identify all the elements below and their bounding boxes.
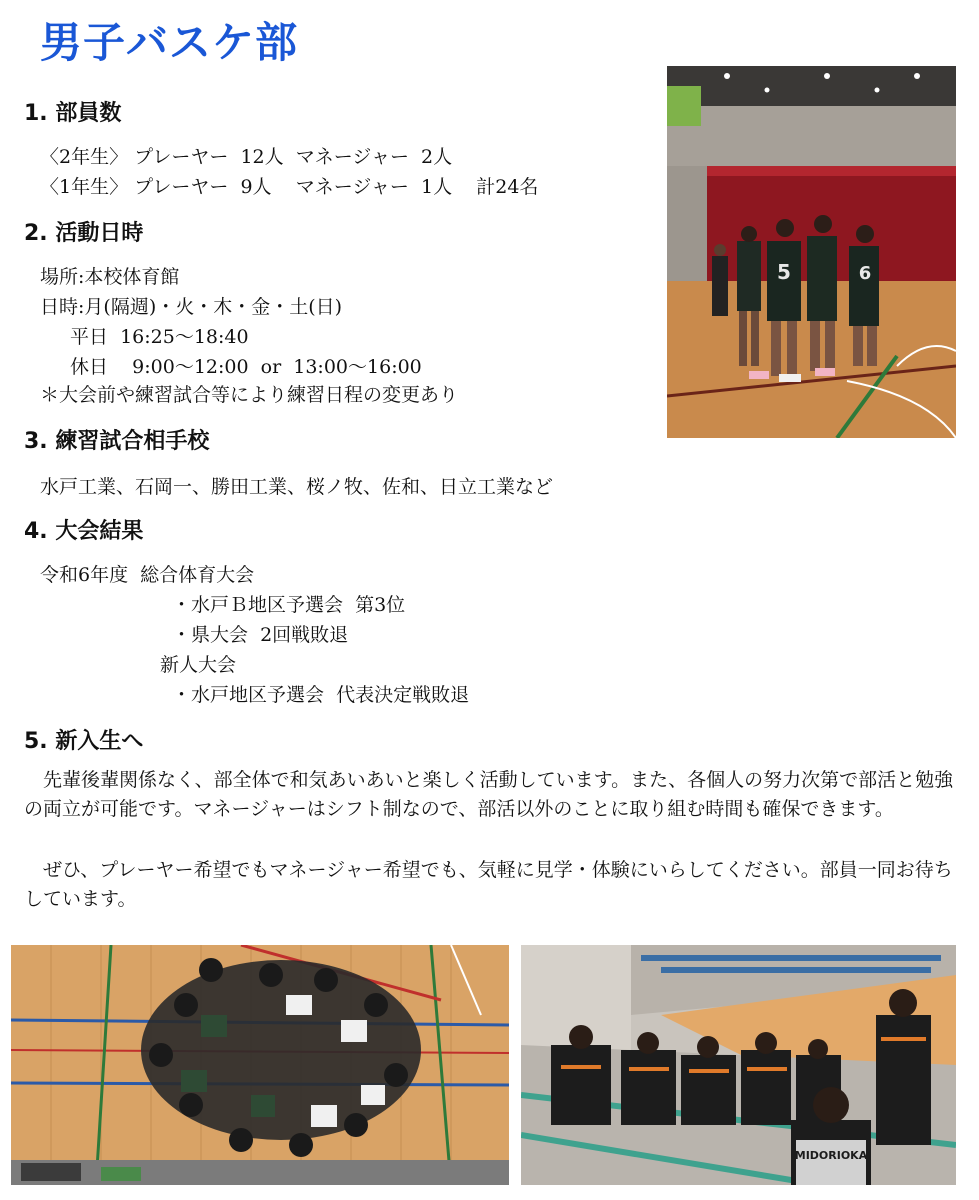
- section-heading-practice-opponents: 3. 練習試合相手校: [24, 429, 210, 454]
- jacket-team-name: MIDORIOKA: [794, 1149, 868, 1162]
- results-district: ・水戸Ｂ地区予選会 第3位: [172, 594, 406, 616]
- photo-team-in-stands: [521, 945, 956, 1185]
- jersey-number-6: 6: [858, 263, 872, 284]
- results-year: 令和6年度 総合体育大会: [40, 564, 255, 586]
- section-heading-results: 4. 大会結果: [24, 519, 144, 544]
- results-newcomer-district: ・水戸地区予選会 代表決定戦敗退: [172, 684, 470, 706]
- freshmen-paragraph-2: ぜひ、プレーヤー希望でもマネージャー希望でも、気軽に見学・体験にいらしてください。部員一同お待ちしています。: [24, 859, 953, 910]
- schedule-place: 場所:本校体育館: [40, 266, 180, 288]
- photo-team-huddle: [11, 945, 509, 1185]
- section-heading-schedule: 2. 活動日時: [24, 221, 144, 246]
- page-title: 男子バスケ部: [40, 18, 299, 67]
- photo-team-on-court: [667, 66, 956, 438]
- members-line-1st-year: 〈1年生〉 プレーヤー 9人 マネージャー 1人 計24名: [40, 176, 539, 198]
- schedule-weekday: 平日 16:25～18:40: [70, 326, 249, 348]
- practice-opponents-list: 水戸工業、石岡一、勝田工業、桜ノ牧、佐和、日立工業など: [40, 476, 554, 498]
- results-prefecture: ・県大会 2回戦敗退: [172, 624, 349, 646]
- schedule-note: ＊大会前や練習試合等により練習日程の変更あり: [40, 384, 459, 406]
- section-heading-members: 1. 部員数: [24, 101, 122, 126]
- section-heading-to-freshmen: 5. 新入生へ: [24, 729, 144, 754]
- freshmen-paragraph-1: 先輩後輩関係なく、部全体で和気あいあいと楽しく活動しています。また、各個人の努力次第で部活と勉強の両立が可能です。マネージャーはシフト制なので、部活以外のことに取り組む時間も確保できます。: [24, 769, 954, 820]
- schedule-days: 日時:月(隔週)・火・木・金・土(日): [40, 296, 343, 318]
- results-newcomer-tournament: 新人大会: [160, 654, 237, 676]
- members-line-2nd-year: 〈2年生〉 プレーヤー 12人 マネージャー 2人: [40, 146, 453, 168]
- jersey-number-5: 5: [777, 260, 791, 284]
- schedule-holiday: 休日 9:00～12:00 or 13:00～16:00: [70, 356, 422, 378]
